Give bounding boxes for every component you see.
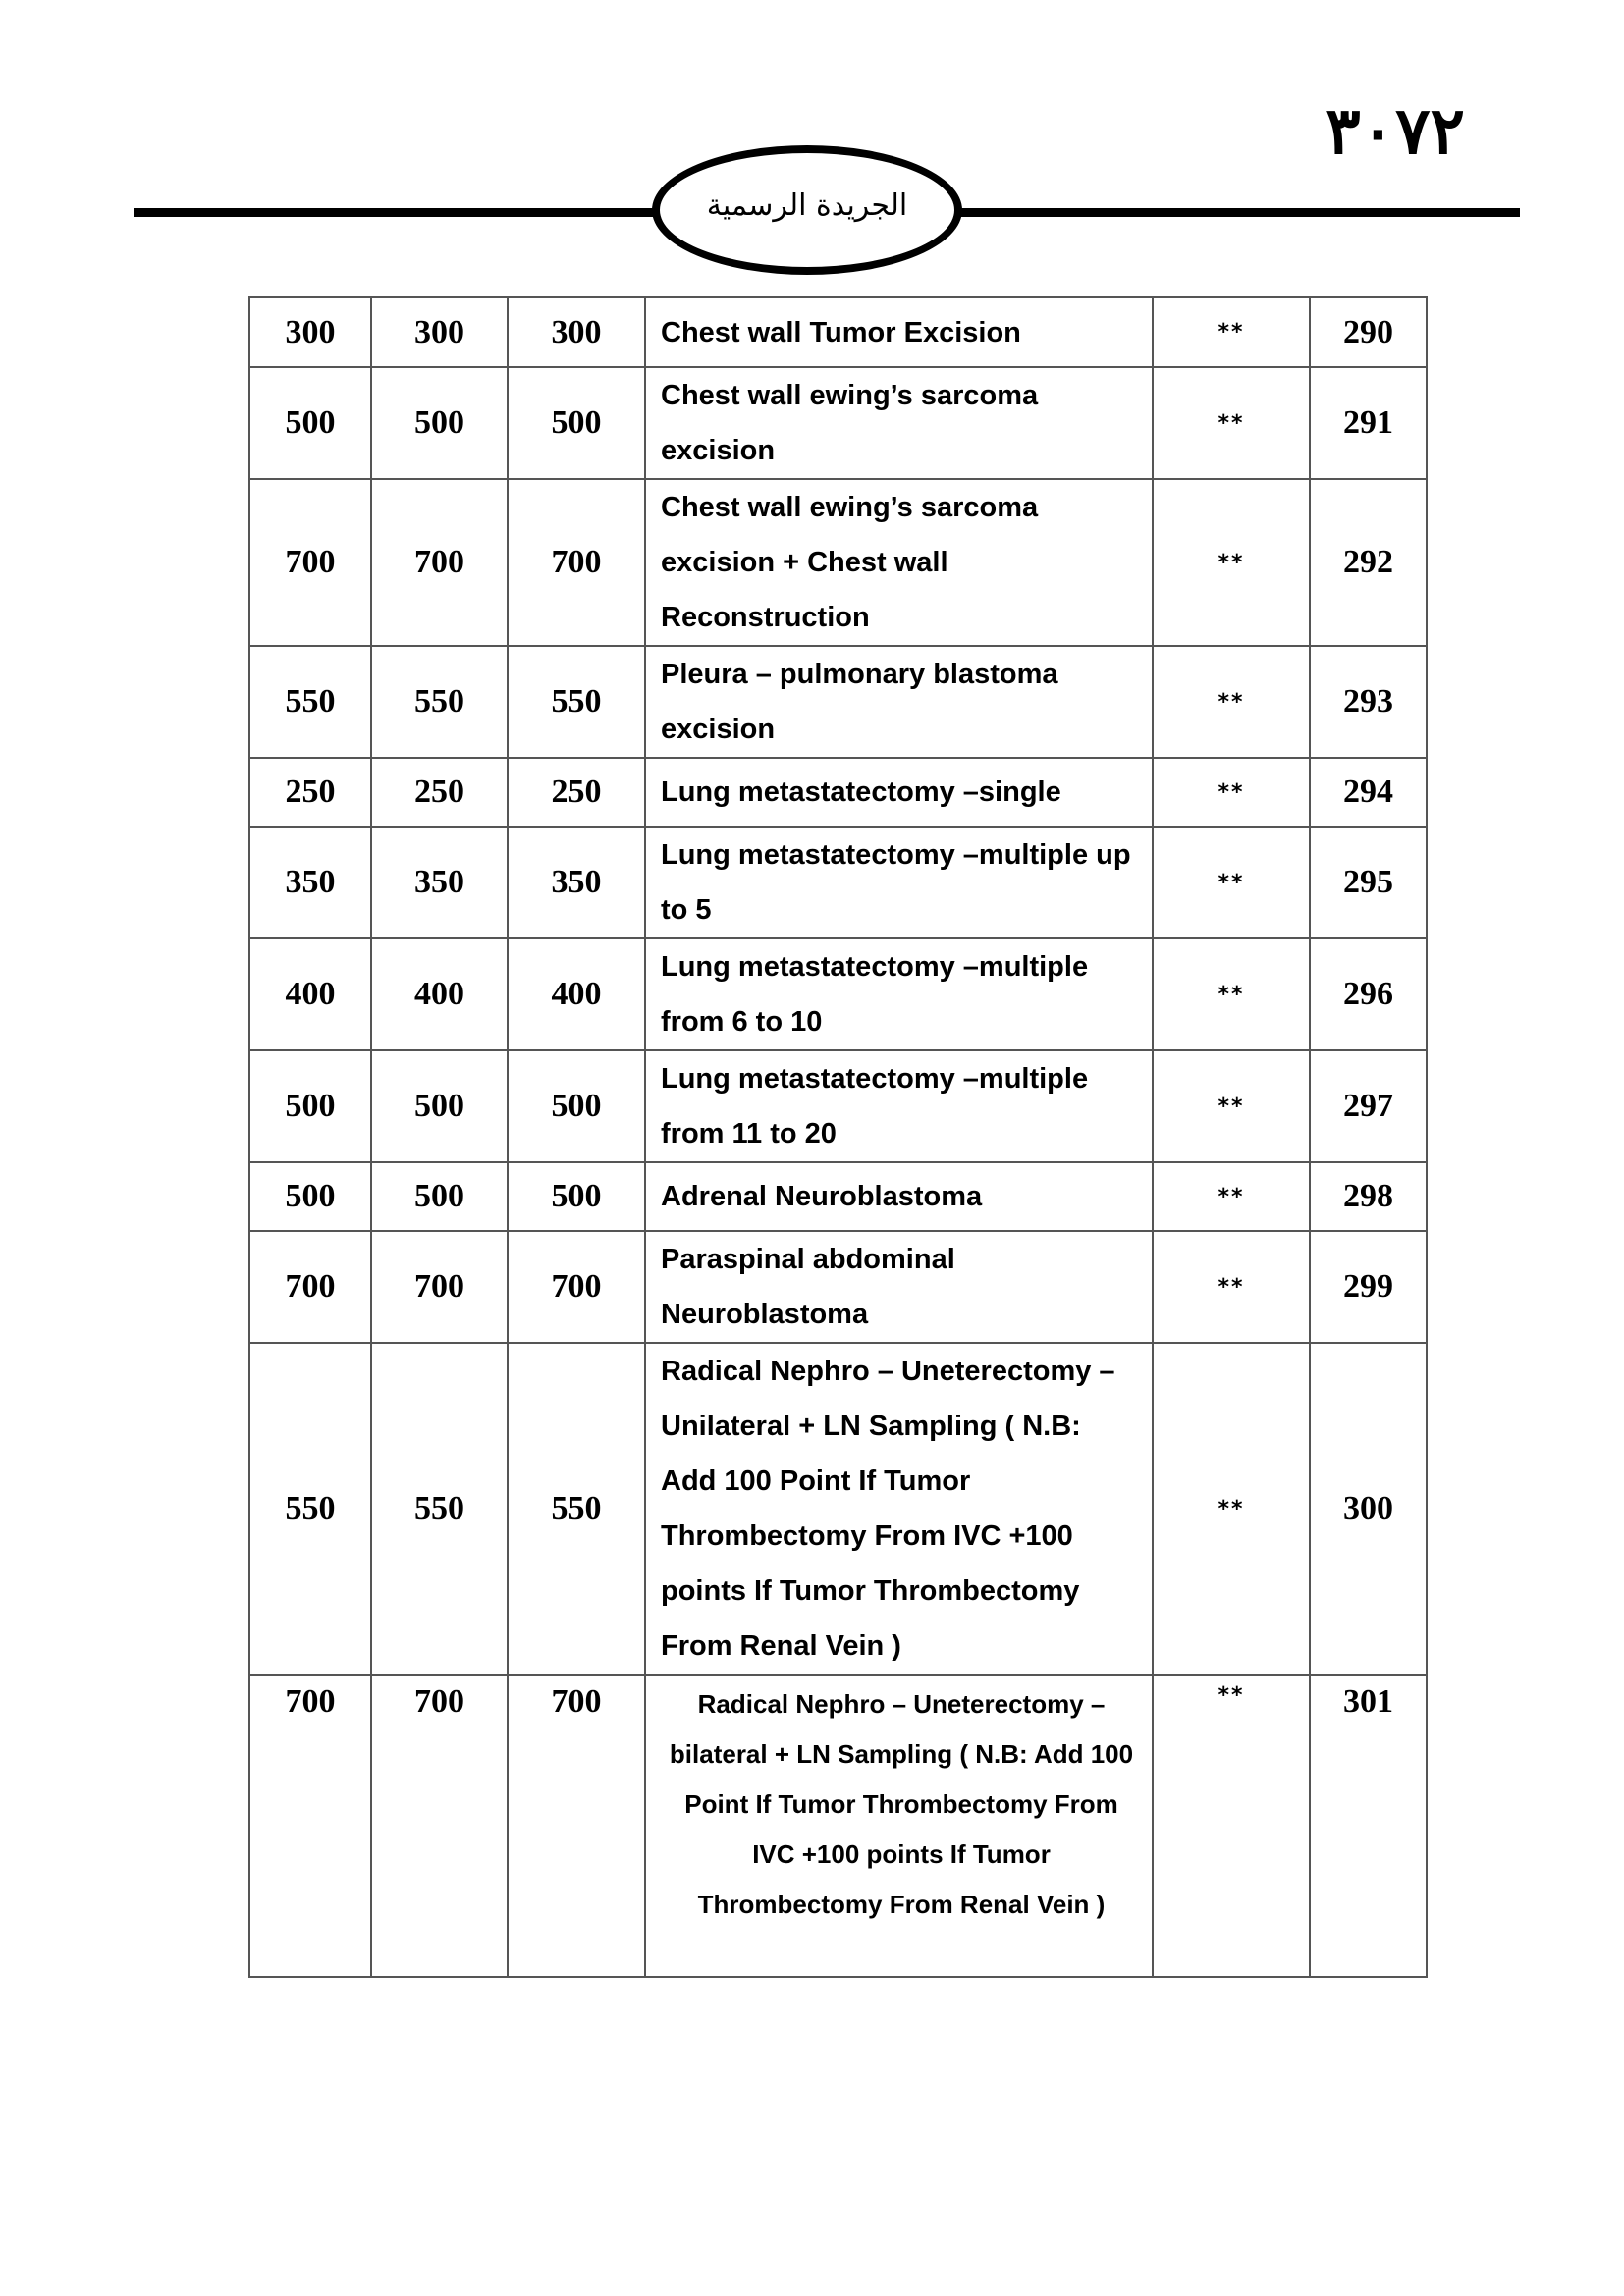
gazette-title: الجريدة الرسمية	[706, 187, 908, 223]
item-number: 294	[1310, 758, 1427, 827]
fee-cell-1: 700	[249, 479, 371, 646]
fee-cell-2: 550	[371, 1343, 508, 1675]
fee-cell-1: 400	[249, 938, 371, 1050]
procedure-description: Radical Nephro – Uneterectomy – Unilateral + LN Sampling ( N.B: Add 100 Point If Tumor Thrombectomy From IVC +100 points If Tumor Thrombectomy From Renal Vein )	[645, 1343, 1153, 1675]
fee-cell-3: 500	[508, 367, 645, 479]
fee-cell-1: 300	[249, 297, 371, 367]
item-number: 298	[1310, 1162, 1427, 1231]
item-number: 290	[1310, 297, 1427, 367]
code-cell: **	[1153, 1162, 1310, 1231]
fee-cell-1: 350	[249, 827, 371, 938]
table-row	[249, 1231, 1427, 1343]
procedure-description: Radical Nephro – Uneterectomy – bilateral + LN Sampling ( N.B: Add 100 Point If Tumor Thrombectomy From IVC +100 points If Tumor Thrombectomy From Renal Vein )	[645, 1675, 1153, 1977]
code-cell: **	[1153, 938, 1310, 1050]
procedure-description: Lung metastatectomy –single	[645, 758, 1153, 827]
fee-cell-2: 300	[371, 297, 508, 367]
procedure-description: Lung metastatectomy –multiple from 6 to 10	[645, 938, 1153, 1050]
fee-cell-1: 500	[249, 367, 371, 479]
code-cell: **	[1153, 1231, 1310, 1343]
fee-cell-2: 250	[371, 758, 508, 827]
procedure-fee-table	[248, 296, 1428, 1978]
item-number: 291	[1310, 367, 1427, 479]
procedure-description: Chest wall Tumor Excision	[645, 297, 1153, 367]
fee-cell-1: 550	[249, 646, 371, 758]
fee-cell-2: 500	[371, 1050, 508, 1162]
table-row	[249, 367, 1427, 479]
fee-cell-1: 550	[249, 1343, 371, 1675]
table-row	[249, 297, 1427, 367]
fee-cell-1: 700	[249, 1675, 371, 1977]
procedure-description: Chest wall ewing’s sarcoma excision + Chest wall Reconstruction	[645, 479, 1153, 646]
fee-cell-1: 500	[249, 1162, 371, 1231]
table-row	[249, 758, 1427, 827]
item-number: 297	[1310, 1050, 1427, 1162]
page-number: ٣٠٧٢	[1326, 92, 1465, 169]
code-cell: **	[1153, 367, 1310, 479]
code-cell: **	[1153, 827, 1310, 938]
item-number: 301	[1310, 1675, 1427, 1977]
fee-cell-2: 500	[371, 1162, 508, 1231]
fee-cell-3: 500	[508, 1162, 645, 1231]
fee-cell-1: 250	[249, 758, 371, 827]
code-cell: **	[1153, 646, 1310, 758]
table-row	[249, 1343, 1427, 1675]
fee-cell-3: 700	[508, 1675, 645, 1977]
fee-cell-2: 350	[371, 827, 508, 938]
fee-cell-3: 400	[508, 938, 645, 1050]
code-cell: **	[1153, 758, 1310, 827]
code-cell: **	[1153, 297, 1310, 367]
fee-cell-3: 250	[508, 758, 645, 827]
item-number: 300	[1310, 1343, 1427, 1675]
fee-cell-2: 700	[371, 1675, 508, 1977]
item-number: 293	[1310, 646, 1427, 758]
item-number: 292	[1310, 479, 1427, 646]
fee-cell-2: 550	[371, 646, 508, 758]
procedure-description: Pleura – pulmonary blastoma excision	[645, 646, 1153, 758]
item-number: 295	[1310, 827, 1427, 938]
procedure-description: Paraspinal abdominal Neuroblastoma	[645, 1231, 1153, 1343]
fee-cell-2: 700	[371, 1231, 508, 1343]
fee-cell-1: 500	[249, 1050, 371, 1162]
fee-cell-3: 350	[508, 827, 645, 938]
fee-cell-3: 550	[508, 1343, 645, 1675]
table-row	[249, 1675, 1427, 1977]
fee-cell-3: 700	[508, 1231, 645, 1343]
table-row	[249, 938, 1427, 1050]
table-row	[249, 479, 1427, 646]
fee-cell-3: 500	[508, 1050, 645, 1162]
code-cell: **	[1153, 1050, 1310, 1162]
fee-cell-2: 400	[371, 938, 508, 1050]
table-row	[249, 646, 1427, 758]
table-row	[249, 827, 1427, 938]
procedure-description: Lung metastatectomy –multiple up to 5	[645, 827, 1153, 938]
code-cell: **	[1153, 479, 1310, 646]
header-oval	[652, 145, 962, 275]
procedure-description: Lung metastatectomy –multiple from 11 to 20	[645, 1050, 1153, 1162]
procedure-description: Chest wall ewing’s sarcoma excision	[645, 367, 1153, 479]
procedure-description: Adrenal Neuroblastoma	[645, 1162, 1153, 1231]
fee-cell-2: 500	[371, 367, 508, 479]
code-cell: **	[1153, 1343, 1310, 1675]
fee-cell-3: 700	[508, 479, 645, 646]
item-number: 296	[1310, 938, 1427, 1050]
table-row	[249, 1162, 1427, 1231]
fee-cell-3: 300	[508, 297, 645, 367]
fee-cell-1: 700	[249, 1231, 371, 1343]
fee-cell-2: 700	[371, 479, 508, 646]
item-number: 299	[1310, 1231, 1427, 1343]
fee-cell-3: 550	[508, 646, 645, 758]
code-cell: **	[1153, 1675, 1310, 1977]
table-row	[249, 1050, 1427, 1162]
